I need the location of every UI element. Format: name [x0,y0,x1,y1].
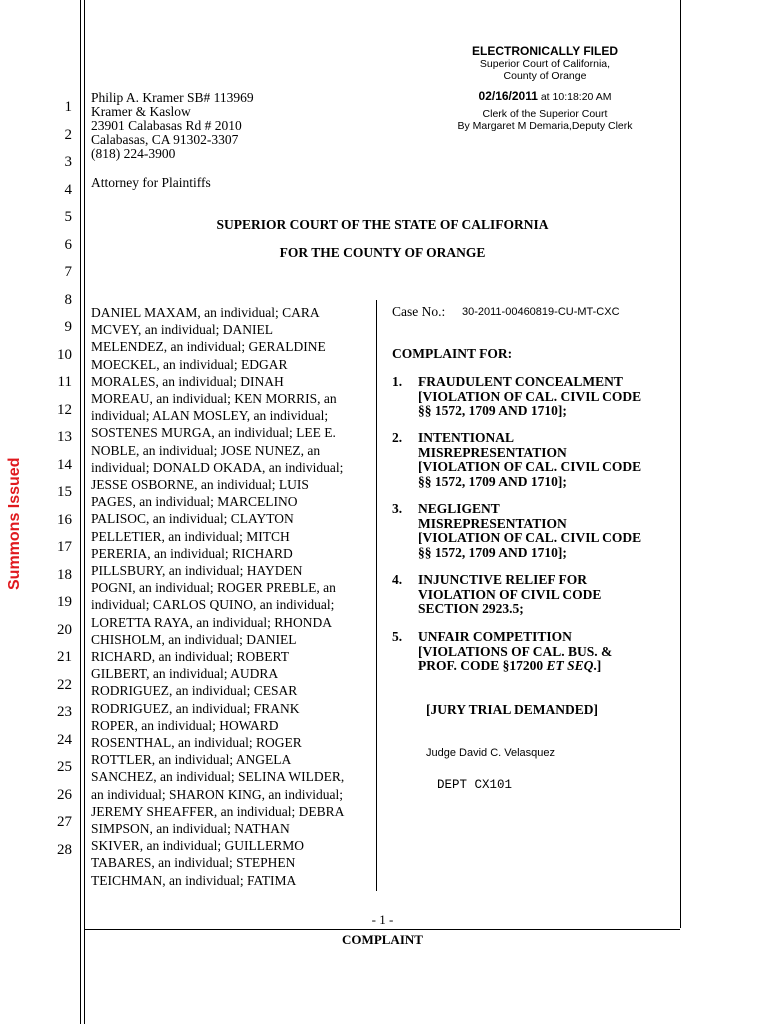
party-line: PERERIA, an individual; RICHARD [91,545,293,561]
attorney-address2: Calabasas, CA 91302-3307 [91,132,239,147]
line-number: 18 [57,566,72,583]
line-number: 15 [57,484,72,500]
cause-number: 4. [392,572,403,587]
stamp-court: Superior Court of California, [479,58,611,70]
cause-line: §§ 1572, 1709 AND 1710]; [418,544,567,560]
line-number: 19 [57,594,72,610]
stamp-time: at 10:18:20 AM [540,91,612,103]
party-line: individual; DONALD OKADA, an individual; [91,459,344,475]
party-line: PAGES, an individual; MARCELINO [91,494,298,510]
party-line: PILLSBURY, an individual; HAYDEN [91,563,303,578]
line-number: 5 [64,209,72,225]
footer-title: COMPLAINT [342,932,423,947]
party-line: CHISHOLM, an individual; DANIEL [91,631,297,647]
cause-line: SECTION 2923.5; [418,601,524,616]
line-number: 8 [64,291,72,308]
margin-rule-right [680,0,681,928]
cause-line: INJUNCTIVE RELIEF FOR [418,572,588,587]
party-line: SIMPSON, an individual; NATHAN [91,821,290,836]
party-line: NOBLE, an individual; JOSE NUNEZ, an [91,442,321,458]
cause-line: [VIOLATION OF CAL. CIVIL CODE [418,530,642,545]
attorney-role: Attorney for Plaintiffs [91,175,211,190]
party-line: TEICHMAN, an individual; FATIMA [91,872,297,888]
line-number: 11 [57,374,72,390]
attorney-firm: Kramer & Kaslow [91,104,191,119]
party-line: LORETTA RAYA, an individual; RHONDA [91,614,333,630]
party-line: POGNI, an individual; ROGER PREBLE, an [91,580,336,596]
party-line: ROPER, an individual; HOWARD [91,717,279,733]
line-number: 26 [57,786,72,803]
party-line: JESSE OSBORNE, an individual; LUIS [91,477,309,492]
party-line: RODRIGUEZ, an individual; CESAR [91,683,298,699]
stamp-county: County of Orange [503,70,587,82]
jury-demand: [JURY TRIAL DEMANDED] [426,702,599,717]
party-line: SKIVER, an individual; GUILLERMO [91,838,304,854]
line-number: 23 [57,704,72,720]
party-line: MCVEY, an individual; DANIEL [91,322,273,338]
line-number: 4 [64,181,72,198]
stamp-title: ELECTRONICALLY FILED [471,44,618,58]
stamp-by: By Margaret M Demaria,Deputy Clerk [457,120,633,132]
cause-line: MISREPRESENTATION [418,444,567,460]
line-number: 12 [57,401,72,418]
party-line: MELENDEZ, an individual; GERALDINE [91,339,326,355]
party-line: JEREMY SHEAFFER, an individual; DEBRA [91,803,345,819]
party-line: RICHARD, an individual; ROBERT [91,649,289,664]
line-number: 2 [64,126,72,143]
party-line: PELLETIER, an individual; MITCH [91,528,290,544]
cause-line: [VIOLATION OF CAL. CIVIL CODE [418,388,642,404]
case-number-label: Case No.: [392,304,446,319]
cause-line: §§ 1572, 1709 AND 1710]; [418,403,567,418]
cause-line: [VIOLATION OF CAL. CIVIL CODE [418,459,642,474]
line-number: 27 [57,814,72,830]
line-number: 6 [64,236,72,253]
cause-line: FRAUDULENT CONCEALMENT [418,374,623,389]
summons-issued-label: Summons Issued [6,457,23,590]
cause-number: 5. [392,629,403,644]
footer-rule [85,929,680,930]
cause-line: [VIOLATIONS OF CAL. BUS. & [418,643,613,659]
attorney-name: Philip A. Kramer SB# 113969 [91,90,254,105]
cause-line: VIOLATION OF CIVIL CODE [418,586,602,602]
party-line: an individual; SHARON KING, an individual; [91,786,343,802]
party-line: TABARES, an individual; STEPHEN [91,855,296,871]
caption-divider [376,300,377,891]
line-number: 9 [64,319,72,335]
cause-line: NEGLIGENT [418,501,500,516]
cause-number: 2. [392,430,403,445]
cause-line: UNFAIR COMPETITION [418,629,572,644]
line-number: 16 [57,511,72,528]
line-number: 22 [57,676,72,693]
line-number: 1 [64,99,72,115]
cause-number: 1. [392,374,403,389]
court-title: SUPERIOR COURT OF THE STATE OF CALIFORNIA [216,217,549,232]
party-line: RODRIGUEZ, an individual; FRANK [91,700,300,716]
line-number: 20 [57,621,72,638]
attorney-address1: 23901 Calabasas Rd # 2010 [91,118,242,133]
party-line: MORALES, an individual; DINAH [91,373,284,389]
attorney-phone: (818) 224-3900 [91,146,176,161]
party-line: DANIEL MAXAM, an individual; CARA [91,305,320,320]
margin-rule-left-2 [84,0,85,1024]
party-line: SANCHEZ, an individual; SELINA WILDER, [91,769,345,785]
cause-line-last: PROF. CODE §17200 ET SEQ.] [418,658,602,673]
cause-line: MISREPRESENTATION [418,515,567,531]
line-number: 13 [57,429,72,445]
line-number: 28 [57,841,72,858]
line-number: 21 [57,649,72,665]
cause-number: 3. [392,501,403,516]
complaint-for-heading: COMPLAINT FOR: [392,346,513,361]
party-line: MOREAU, an individual; KEN MORRIS, an [91,391,337,406]
party-line: MOECKEL, an individual; EDGAR [91,356,288,372]
line-number: 17 [57,539,72,555]
department: DEPT CX101 [437,778,513,792]
page-number: - 1 - [371,912,394,927]
stamp-datetime [425,89,665,103]
line-number: 10 [57,346,72,363]
line-number: 24 [57,731,72,748]
line-number: 14 [57,456,72,473]
party-line: GILBERT, an individual; AUDRA [91,666,279,682]
line-number: 3 [64,154,72,170]
line-number: 7 [64,264,72,280]
margin-rule-left-1 [80,0,81,1024]
cause-line: §§ 1572, 1709 AND 1710]; [418,473,567,489]
case-number: 30-2011-00460819-CU-MT-CXC [462,306,620,318]
stamp-clerk: Clerk of the Superior Court [482,108,608,120]
judge-name: Judge David C. Velasquez [426,747,556,759]
court-county: FOR THE COUNTY OF ORANGE [279,245,486,260]
party-line: individual; CARLOS QUINO, an individual; [91,597,335,613]
cause-line: INTENTIONAL [418,430,515,445]
party-line: SOSTENES MURGA, an individual; LEE E. [91,425,336,441]
line-number: 25 [57,759,72,775]
party-line: ROTTLER, an individual; ANGELA [91,752,292,768]
party-line: PALISOC, an individual; CLAYTON [91,511,294,527]
party-line: ROSENTHAL, an individual; ROGER [91,735,302,750]
party-line: individual; ALAN MOSLEY, an individual; [91,408,329,424]
stamp-date: 02/16/2011 [478,89,538,103]
